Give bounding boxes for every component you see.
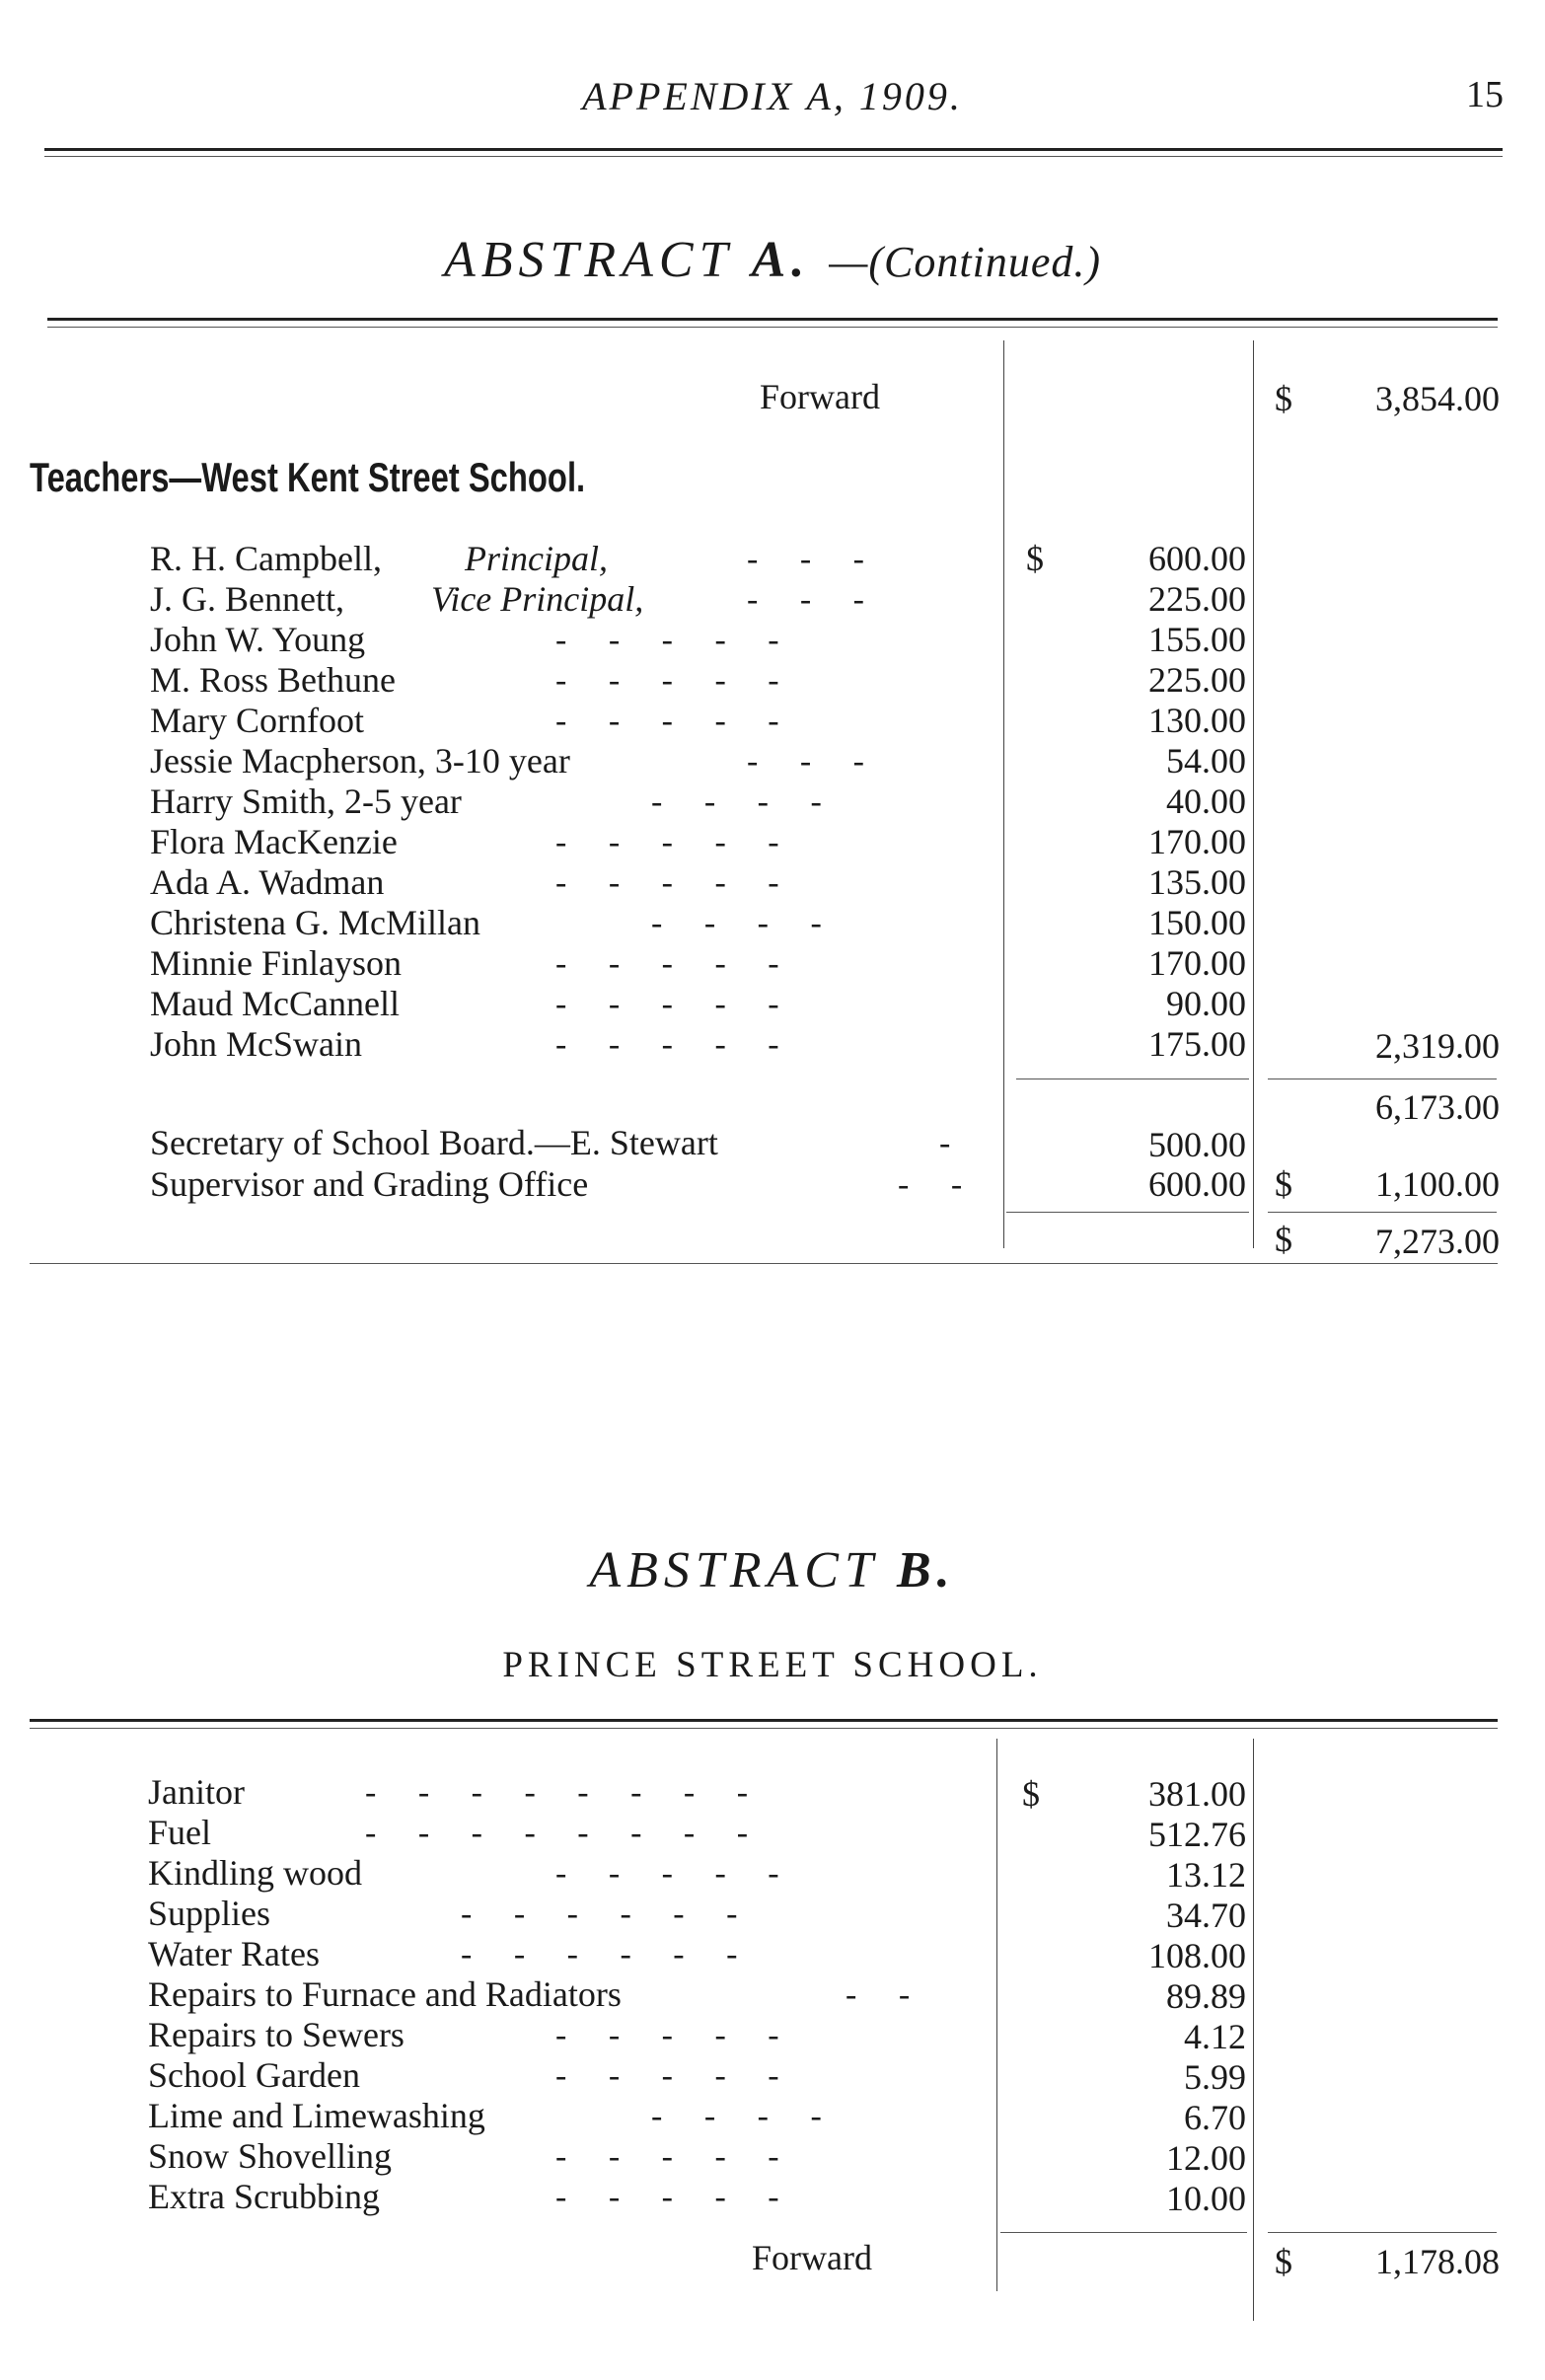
teacher-amount: 170.00 (1148, 943, 1246, 983)
expense-amount: 6.70 (1184, 2098, 1246, 2137)
supervisor-amount: 600.00 (1148, 1164, 1246, 1204)
leader-dashes: - - - - - (555, 2179, 779, 2215)
teacher-amount: 135.00 (1148, 862, 1246, 902)
leader-dashes: - - - - - (555, 2057, 779, 2094)
leader-dashes: - - - - - (555, 986, 779, 1022)
leader-dashes: - - - - (651, 2098, 822, 2134)
teacher-name: M. Ross Bethune (150, 660, 397, 700)
abstract-b-rule-under (30, 1728, 1498, 1729)
expense-amount: 5.99 (1184, 2057, 1246, 2097)
leader-dashes: - - - - - (555, 1855, 779, 1892)
teacher-name: Jessie Macpherson, 3-10 year (150, 741, 570, 781)
leader-dashes: - - - - - - (461, 1936, 738, 1972)
subtotal-rule-mid (1016, 1078, 1249, 1079)
leader-dashes: - - - - - (555, 2138, 779, 2175)
teacher-name: Ada A. Wadman (150, 862, 385, 902)
teacher-amount: 40.00 (1166, 781, 1246, 821)
teacher-name: Minnie Finlayson (150, 943, 403, 983)
teacher-name: Mary Cornfoot (150, 701, 364, 740)
expense-amount: 13.12 (1166, 1855, 1246, 1895)
leader-dashes: - - - - - - - - (365, 1815, 749, 1851)
forward-rule-mid (1000, 2232, 1247, 2233)
other-total: 1,100.00 (1375, 1164, 1500, 1204)
leader-dashes: - - - - - (555, 864, 779, 901)
abstract-a-column-rule-2 (1253, 340, 1254, 1248)
abstract-b-title-prefix: ABSTRACT (589, 1542, 878, 1599)
teacher-name: John W. Young (150, 620, 366, 659)
abstract-a-title-suffix: —(Continued.) (829, 238, 1102, 286)
expense-amount: 512.76 (1148, 1815, 1246, 1854)
expense-amount: 108.00 (1148, 1936, 1246, 1975)
amount-currency: $ (1022, 1774, 1040, 1814)
leader-dashes: - - - - - - (461, 1896, 738, 1932)
abstract-b-title (0, 1541, 1545, 1599)
abstract-b-subtitle: PRINCE STREET SCHOOL. (502, 1645, 1043, 1685)
leader-dashes: - - (898, 1166, 963, 1203)
leader-dashes: - - - (747, 581, 864, 618)
leader-dashes: - - - - - (555, 824, 779, 860)
expense-label: Repairs to Sewers (148, 2015, 405, 2054)
abstract-a-rule-under (47, 327, 1498, 328)
leader-dashes: - - - - - (555, 703, 779, 739)
abstract-b-title-letter: B. (896, 1542, 956, 1599)
leader-dashes: - - - (747, 541, 864, 577)
leader-dashes: - (939, 1125, 951, 1161)
grand-total-currency: $ (1275, 1220, 1292, 1259)
teacher-name: J. G. Bennett, (150, 579, 344, 619)
header-rule-under (44, 156, 1503, 157)
leader-dashes: - - - - (651, 783, 822, 820)
expense-label: Janitor (148, 1772, 245, 1812)
forward-rule-right (1268, 2232, 1497, 2233)
expense-label: Lime and Limewashing (148, 2096, 485, 2135)
abstract-b-column-rule-1 (996, 1739, 997, 2291)
header-rule (44, 148, 1503, 151)
expense-amount: 10.00 (1166, 2179, 1246, 2218)
teachers-total: 2,319.00 (1375, 1026, 1500, 1066)
expense-amount: 381.00 (1148, 1774, 1246, 1814)
secretary-amount: 500.00 (1148, 1125, 1246, 1164)
abstract-a-forward-currency: $ (1275, 379, 1292, 418)
abstract-a-rule (47, 318, 1498, 321)
teacher-amount: 225.00 (1148, 579, 1246, 619)
leader-dashes: - - - - - (555, 1026, 779, 1063)
leader-dashes: - - - (747, 743, 864, 780)
leader-dashes: - - - - (651, 905, 822, 941)
teacher-name: Maud McCannell (150, 984, 400, 1023)
expense-label: Fuel (148, 1813, 212, 1852)
other-total-currency: $ (1275, 1164, 1292, 1204)
amount-currency: $ (1026, 539, 1044, 578)
expense-amount: 12.00 (1166, 2138, 1246, 2178)
abstract-a-title-prefix: ABSTRACT (443, 232, 733, 288)
teacher-amount: 155.00 (1148, 620, 1246, 659)
leader-dashes: - - (846, 1976, 911, 2013)
teacher-amount: 170.00 (1148, 822, 1246, 861)
teacher-name: Christena G. McMillan (150, 903, 480, 942)
leader-dashes: - - - - - (555, 945, 779, 982)
section-heading: Teachers—West Kent Street School. (30, 454, 586, 500)
abstract-a-forward-amount: 3,854.00 (1375, 379, 1500, 418)
teacher-note: Principal, (465, 539, 608, 578)
teacher-name: Harry Smith, 2-5 year (150, 781, 462, 821)
teacher-amount: 150.00 (1148, 903, 1246, 942)
teacher-amount: 175.00 (1148, 1024, 1246, 1064)
leader-dashes: - - - - - (555, 2017, 779, 2053)
abstract-b-rule (30, 1719, 1498, 1722)
abstract-b-column-rule-2 (1253, 1739, 1254, 2321)
expense-label: Snow Shovelling (148, 2136, 393, 2176)
expense-label: Extra Scrubbing (148, 2177, 380, 2216)
leader-dashes: - - - - - - - - (365, 1774, 749, 1811)
teacher-amount: 90.00 (1166, 984, 1246, 1023)
abstract-b-forward-label: Forward (752, 2238, 872, 2277)
abstract-a-title (0, 231, 1545, 289)
teacher-name: R. H. Campbell, (150, 539, 382, 578)
expense-label: School Garden (148, 2055, 360, 2095)
page-number: 15 (1466, 74, 1504, 115)
leader-dashes: - - - - - (555, 622, 779, 658)
teacher-name: John McSwain (150, 1024, 362, 1064)
abstract-b-forward-amount: 1,178.08 (1375, 2242, 1500, 2281)
abstract-a-bottom-rule (30, 1263, 1498, 1264)
teacher-amount: 130.00 (1148, 701, 1246, 740)
expense-label: Supplies (148, 1894, 271, 1933)
expense-amount: 89.89 (1166, 1976, 1246, 2016)
abstract-a-column-rule-1 (1003, 340, 1004, 1248)
expense-label: Kindling wood (148, 1853, 363, 1893)
teacher-amount: 54.00 (1166, 741, 1246, 781)
teacher-amount: 600.00 (1148, 539, 1246, 578)
expense-amount: 34.70 (1166, 1896, 1246, 1935)
grand-rule-mid (1006, 1212, 1249, 1213)
subtotal-rule-right (1268, 1078, 1497, 1079)
grand-total: 7,273.00 (1375, 1222, 1500, 1261)
teacher-amount: 225.00 (1148, 660, 1246, 700)
teacher-name: Flora MacKenzie (150, 822, 398, 861)
grand-rule-right (1268, 1212, 1497, 1213)
supervisor-label: Supervisor and Grading Office (150, 1164, 589, 1204)
running-header: APPENDIX A, 1909. (582, 74, 963, 118)
expense-label: Water Rates (148, 1934, 321, 1973)
abstract-b-forward-currency: $ (1275, 2242, 1292, 2281)
expense-amount: 4.12 (1184, 2017, 1246, 2056)
abstract-a-forward-label: Forward (760, 377, 880, 416)
secretary-label: Secretary of School Board.—E. Stewart (150, 1123, 718, 1162)
expense-label: Repairs to Furnace and Radiators (148, 1974, 622, 2014)
teacher-note: Vice Principal, (431, 579, 644, 619)
running-total: 6,173.00 (1375, 1087, 1500, 1127)
leader-dashes: - - - - - (555, 662, 779, 699)
abstract-a-title-letter: A. (751, 232, 811, 288)
